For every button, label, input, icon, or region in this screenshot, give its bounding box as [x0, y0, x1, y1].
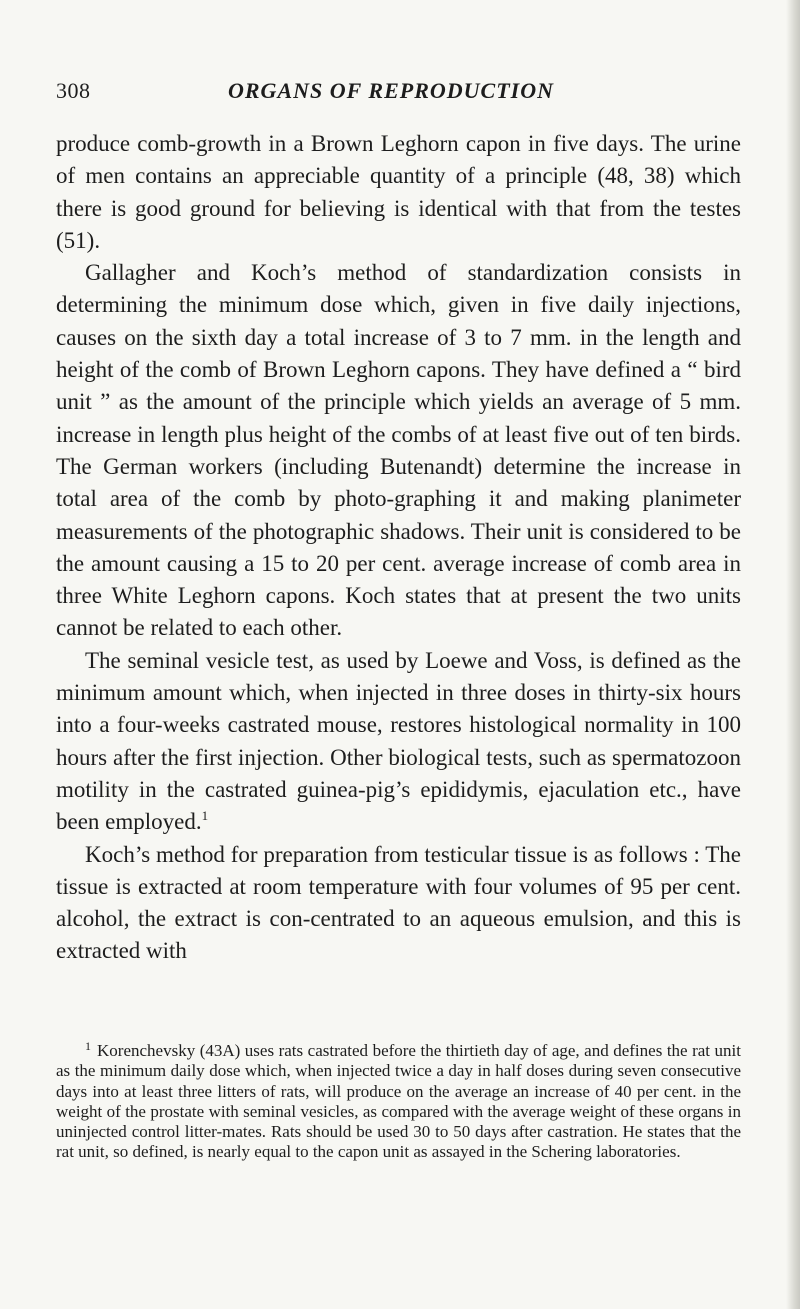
page-number: 308	[56, 78, 91, 103]
paragraph: Gallagher and Koch’s method of standardization consists in determining the minimum dose which, given in five daily injections, causes on the sixth day a total increase of 3 to 7 mm. in the length and height of the comb of Brown Leghorn capons. They have defined a “ bird unit ” as the amount of the principle which yields an average of 5 mm. increase in length plus height of the combs of at least five out of ten birds. The German workers (including Butenandt) determine the increase in total area of the comb by photo-graphing it and making planimeter measurements of the photographic shadows. Their unit is considered to be the amount causing a 15 to 20 per cent. average increase of comb area in three White Leghorn capons. Koch states that at present the two units cannot be related to each other.	[56, 260, 741, 641]
page-header	[56, 78, 741, 108]
footnote-reference[interactable]: 1	[201, 808, 209, 824]
footnote-marker: 1	[85, 1039, 91, 1053]
footnotes	[56, 1041, 741, 1163]
running-title: ORGANS OF REPRODUCTION	[228, 78, 554, 103]
footnote	[56, 1041, 741, 1163]
paragraph: produce comb-growth in a Brown Leghorn capon in five days. The urine of men contains an appreciable quantity of a principle (48, 38) which there is good ground for believing is identical with that from the testes (51).	[56, 131, 741, 253]
page-edge-shadow	[786, 0, 800, 1309]
paragraph	[56, 645, 741, 839]
footnote-text: Korenchevsky (43A) uses rats castrated before the thirtieth day of age, and defines the rat unit as the minimum daily dose which, when injected twice a day in half doses during seven consecutive days into at least three litters of rats, will produce on the average an increase of 40 per cent. in the weight of the prostate with seminal vesicles, as compared with the average weight of these organs in uninjected control litter-mates. Rats should be used 30 to 50 days after castration. He states that the rat unit, so defined, is nearly equal to the capon unit as assayed in the Schering laboratories.	[56, 1041, 741, 1162]
main-text	[56, 128, 741, 968]
paragraph: Koch’s method for preparation from testicular tissue is as follows : The tissue is extracted at room temperature with four volumes of 95 per cent. alcohol, the extract is con-centrated to an aqueous emulsion, and this is extracted with	[56, 841, 741, 964]
paragraph-text: The seminal vesicle test, as used by Loewe and Voss, is defined as the minimum amount which, when injected in three doses in thirty-six hours into a four-weeks castrated mouse, restores histological normality in 100 hours after the first injection. Other biological tests, such as spermatozoon motility in the castrated guinea-pig’s epididymis, ejaculation etc., have been employed.	[56, 647, 741, 835]
